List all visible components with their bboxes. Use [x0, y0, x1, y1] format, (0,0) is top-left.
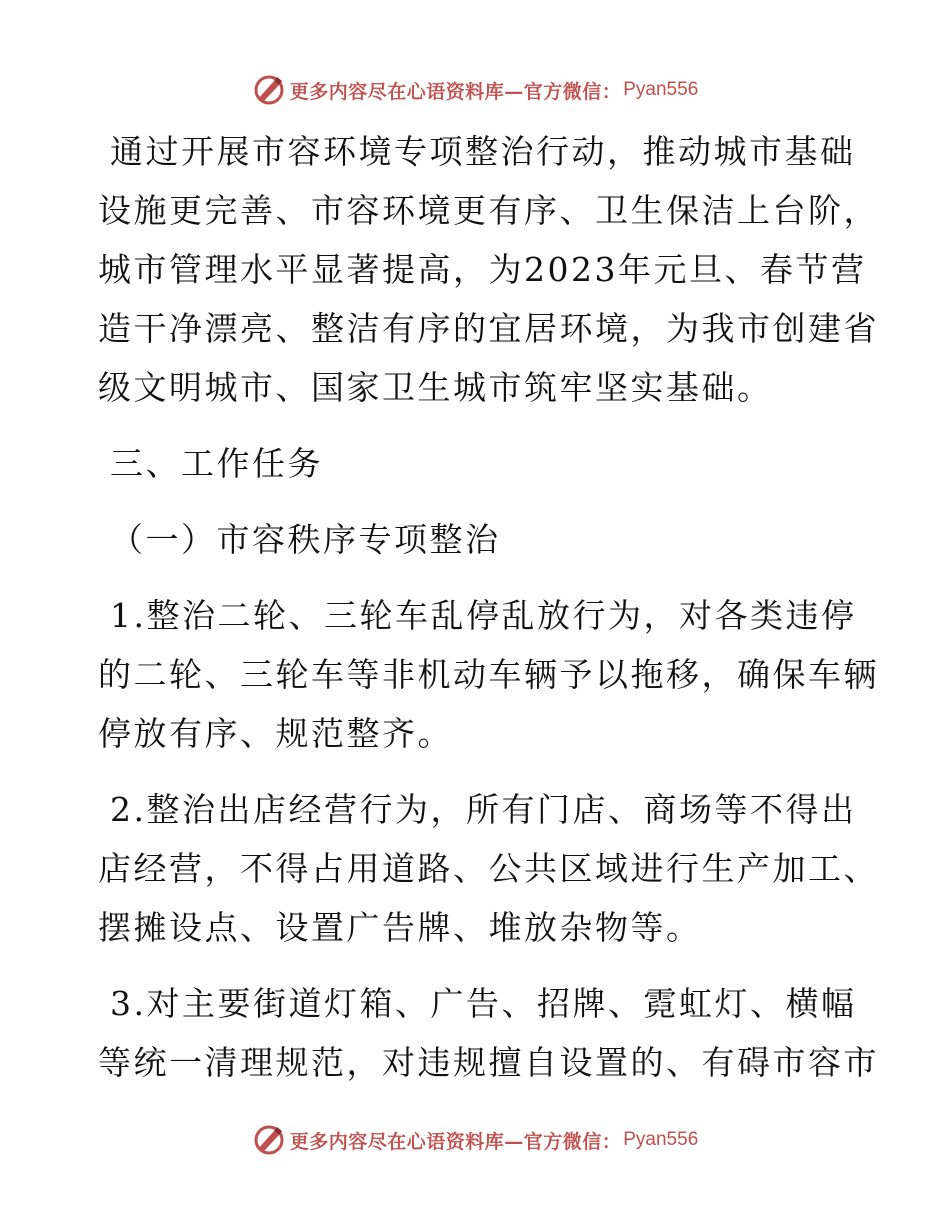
subsection-heading [98, 510, 858, 569]
list-item-2 [98, 780, 879, 957]
pen-logo-icon [252, 73, 286, 107]
section-heading-text: 三、工作任务 [110, 444, 323, 483]
text-line: 设施更完善、市容环境更有序、卫生保洁上台阶， [98, 191, 879, 230]
list-item-1 [98, 586, 879, 763]
text-line: 摆摊设点、设置广告牌、堆放杂物等。 [98, 908, 702, 947]
document-body [98, 122, 879, 1092]
text-line: 造干净漂亮、整洁有序的宜居环境，为我市创建省 [98, 309, 879, 348]
section-heading [98, 434, 858, 493]
list-item-3 [98, 974, 879, 1092]
paragraph-intro [98, 122, 879, 417]
pen-logo-icon [252, 1123, 286, 1157]
text-line: 店经营，不得占用道路、公共区域进行生产加工、 [98, 849, 879, 888]
footer-banner-text: 更多内容尽在心语资料库—官方微信： [289, 1130, 622, 1153]
footer-banner [0, 1120, 950, 1160]
header-banner [0, 70, 950, 110]
text-line: 级文明城市、国家卫生城市筑牢坚实基础。 [98, 368, 773, 407]
text-line: 的二轮、三轮车等非机动车辆予以拖移，确保车辆 [98, 655, 879, 694]
text-line: 城市管理水平显著提高，为2023年元旦、春节营 [98, 250, 867, 289]
header-wechat-id: Pyan556 [623, 79, 699, 100]
header-banner-text: 更多内容尽在心语资料库—官方微信： [289, 80, 622, 103]
text-line: 通过开展市容环境专项整治行动，推动城市基础 [110, 132, 856, 171]
text-line: 停放有序、规范整齐。 [98, 714, 453, 753]
subsection-heading-text: （一）市容秩序专项整治 [110, 520, 501, 559]
text-line: 3.对主要街道灯箱、广告、招牌、霓虹灯、横幅 [110, 984, 857, 1023]
text-line: 1.整治二轮、三轮车乱停乱放行为，对各类违停 [110, 596, 857, 635]
text-line: 等统一清理规范，对违规擅自设置的、有碍市容市 [98, 1043, 879, 1082]
footer-wechat-id: Pyan556 [623, 1129, 699, 1150]
text-line: 2.整治出店经营行为，所有门店、商场等不得出 [110, 790, 857, 829]
